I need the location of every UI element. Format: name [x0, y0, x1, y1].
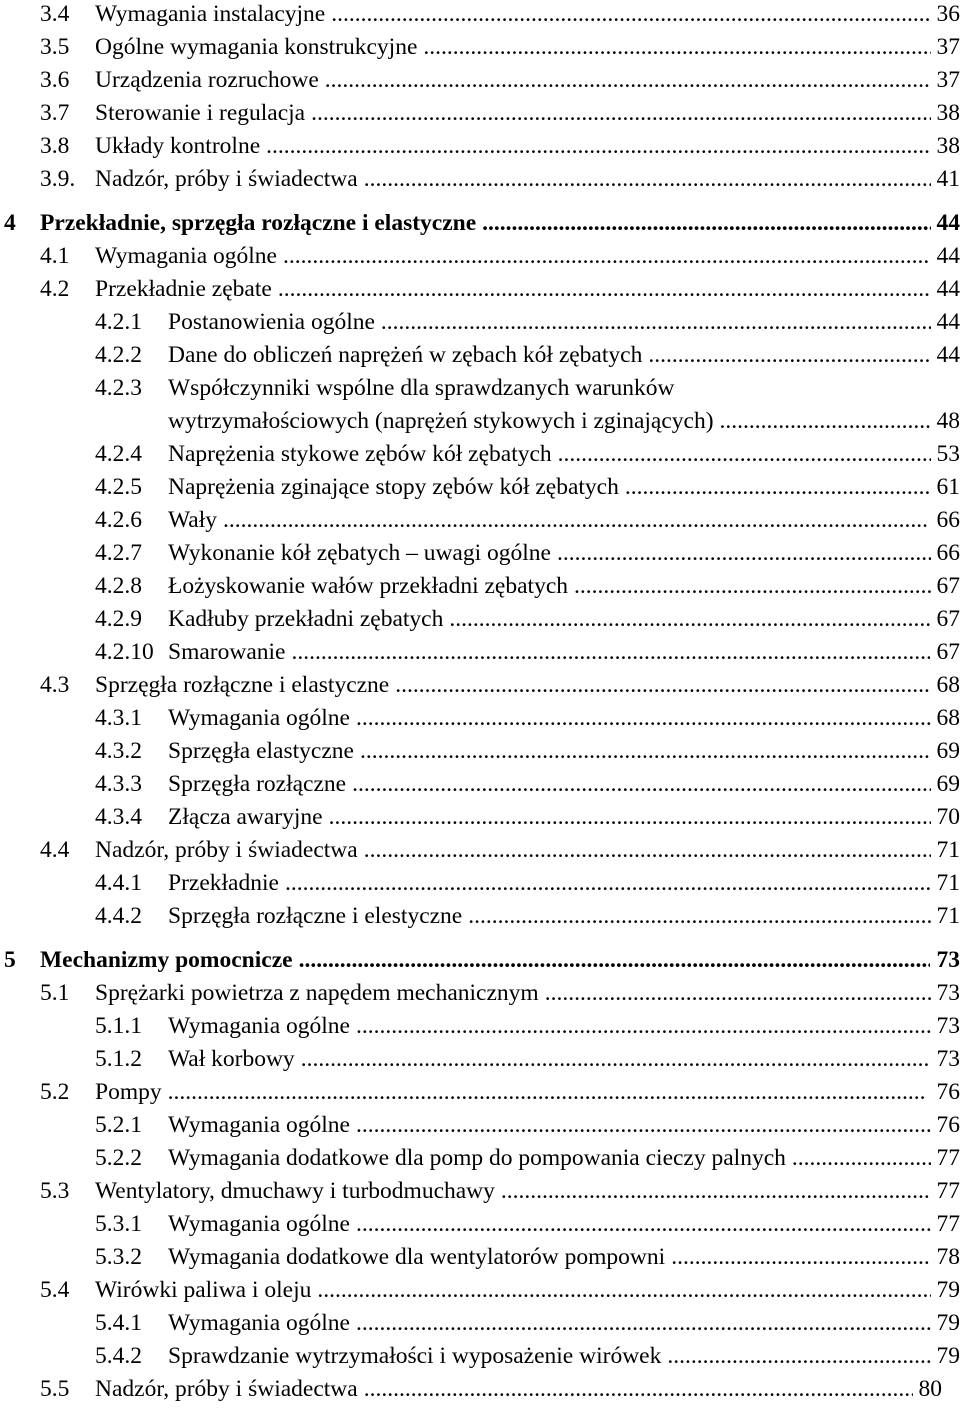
dot-leader: [301, 1046, 931, 1073]
dot-leader: [285, 870, 930, 897]
toc-entry-title: Wymagania dodatkowe dla pomp do pompowania cieczy palnych: [168, 1145, 786, 1172]
dot-leader: [625, 474, 931, 501]
toc-entry-title: Sprzęgła rozłączne i elestyczne: [168, 903, 462, 930]
dot-leader: [299, 947, 931, 974]
dot-leader: [364, 166, 931, 193]
toc-entry[interactable]: [0, 672, 960, 705]
dot-leader: [395, 672, 930, 699]
toc-entry-page: 73: [937, 980, 960, 1007]
dot-leader: [329, 804, 931, 831]
toc-entry-title: Naprężenia zginające stopy zębów kół zębatych: [168, 474, 619, 501]
toc-entry-page: 70: [937, 804, 960, 831]
toc-entry-page: 38: [935, 133, 960, 160]
toc-entry-page: 67: [937, 573, 960, 600]
toc-entry-number: 4.2.5: [95, 474, 142, 501]
toc-entry-title: Smarowanie: [168, 639, 285, 666]
toc-entry[interactable]: [0, 375, 960, 408]
toc-entry-title: Sprzęgła rozłączne i elastyczne: [95, 672, 389, 699]
dot-leader: [792, 1145, 931, 1172]
toc-entry-page: 79: [937, 1343, 960, 1370]
toc-entry[interactable]: [0, 100, 960, 133]
toc-entry-page: 44: [937, 309, 960, 336]
toc-entry[interactable]: [0, 276, 960, 309]
toc-entry-number: 3.7: [40, 100, 69, 127]
toc-entry[interactable]: [0, 1112, 960, 1145]
toc-entry-number: 4.2.3: [95, 375, 142, 402]
toc-entry-number: 5.1.1: [95, 1013, 142, 1040]
toc-entry[interactable]: [0, 210, 960, 243]
toc-entry-title: Sprawdzanie wytrzymałości i wyposażenie wirówek: [168, 1343, 661, 1370]
dot-leader: [671, 1244, 930, 1271]
toc-entry[interactable]: [0, 837, 960, 870]
toc-entry[interactable]: [0, 606, 960, 639]
toc-entry-page: 80: [919, 1376, 943, 1403]
toc-entry-title: Nadzór, próby i świadectwa: [95, 1376, 358, 1403]
toc-entry[interactable]: [0, 540, 960, 573]
toc-entry[interactable]: [0, 573, 960, 606]
toc-entry[interactable]: [0, 705, 960, 738]
toc-entry[interactable]: [0, 980, 960, 1013]
toc-entry-page: 73: [936, 947, 960, 974]
toc-entry-page: 48: [937, 408, 960, 435]
toc-entry-page: 71: [936, 870, 960, 897]
toc-entry-number: 5: [4, 947, 16, 974]
toc-entry[interactable]: [0, 243, 960, 276]
toc-entry[interactable]: [0, 1343, 960, 1376]
toc-entry-title: Wymagania dodatkowe dla wentylatorów pompowni: [168, 1244, 665, 1271]
toc-entry-page: 41: [937, 166, 960, 193]
toc-entry-number: 3.4: [40, 1, 69, 28]
dot-leader: [364, 837, 931, 864]
toc-entry[interactable]: [0, 441, 960, 474]
dot-leader: [356, 1112, 931, 1139]
toc-entry-page: 68: [937, 705, 960, 732]
toc-entry-title: Współczynniki wspólne dla sprawdzanych warunków: [168, 375, 674, 402]
dot-leader: [223, 507, 928, 534]
toc-entry[interactable]: [0, 474, 960, 507]
toc-entry-title: Sterowanie i regulacja: [95, 100, 305, 127]
toc-entry-number: 4.3: [40, 672, 69, 699]
toc-entry[interactable]: [0, 1079, 960, 1112]
toc-entry[interactable]: [0, 1046, 960, 1079]
toc-entry-page: 44: [937, 210, 960, 237]
toc-entry-title: Sprzęgła elastyczne: [168, 738, 354, 765]
toc-entry-page: 73: [937, 1046, 960, 1073]
toc-entry-title: Przekładnie zębate: [95, 276, 272, 303]
toc-entry-number: 5.2.2: [95, 1145, 142, 1172]
dot-leader: [168, 1079, 926, 1106]
toc-entry-title: Naprężenia stykowe zębów kół zębatych: [168, 441, 552, 468]
toc-entry-page: 44: [936, 276, 960, 303]
toc-entry[interactable]: [0, 309, 960, 342]
toc-entry-title: Nadzór, próby i świadectwa: [95, 837, 358, 864]
toc-entry-number: 5.3.2: [95, 1244, 142, 1271]
toc-entry-number: 4.1: [40, 243, 69, 270]
toc-entry-page: 76: [937, 1112, 960, 1139]
toc-entry-title: Wirówki paliwa i oleju: [95, 1277, 311, 1304]
toc-entry-page: 36: [937, 1, 960, 28]
dot-leader: [325, 67, 931, 94]
toc-entry[interactable]: [0, 1376, 960, 1409]
toc-entry[interactable]: [0, 1244, 960, 1277]
toc-entry-number: 4.2.6: [95, 507, 142, 534]
toc-entry-title: Wymagania instalacyjne: [95, 1, 325, 28]
toc-entry-title: Urządzenia rozruchowe: [95, 67, 319, 94]
toc-entry-number: 3.8: [40, 133, 69, 160]
dot-leader: [558, 441, 931, 468]
toc-entry[interactable]: [0, 1, 960, 34]
dot-leader: [501, 1178, 931, 1205]
dot-leader: [720, 408, 931, 435]
toc-entry-title: Wymagania ogólne: [168, 705, 350, 732]
toc-entry-title: Dane do obliczeń naprężeń w zębach kół zębatych: [168, 342, 642, 369]
toc-entry-number: 4.2: [40, 276, 69, 303]
toc-entry-page: 37: [937, 67, 960, 94]
toc-entry[interactable]: [0, 507, 960, 540]
dot-leader: [278, 276, 930, 303]
dot-leader: [291, 639, 930, 666]
toc-entry-title: Złącza awaryjne: [168, 804, 323, 831]
toc-entry-title: Nadzór, próby i świadectwa: [95, 166, 358, 193]
toc-entry-title: Postanowienia ogólne: [168, 309, 375, 336]
toc-entry-page: 69: [937, 738, 960, 765]
toc-entry-title: Układy kontrolne: [95, 133, 260, 160]
toc-entry[interactable]: [0, 342, 960, 375]
toc-entry-number: 5.4: [40, 1277, 69, 1304]
toc-entry[interactable]: [0, 870, 960, 903]
toc-entry[interactable]: [0, 639, 960, 672]
dot-leader: [317, 1277, 930, 1304]
dot-leader: [352, 771, 930, 798]
toc-entry-page: 68: [937, 672, 960, 699]
toc-entry-title: Wentylatory, dmuchawy i turbodmuchawy: [95, 1178, 495, 1205]
toc-entry-page: 73: [937, 1013, 960, 1040]
dot-leader: [381, 309, 931, 336]
dot-leader: [331, 1, 930, 28]
toc-entry[interactable]: [0, 166, 960, 199]
toc-entry-page: 79: [937, 1277, 960, 1304]
dot-leader: [356, 705, 931, 732]
toc-entry-page: 44: [937, 342, 960, 369]
toc-entry-page: 66: [937, 540, 960, 567]
toc-entry-number: 4.4.1: [95, 870, 142, 897]
dot-leader: [423, 34, 930, 61]
toc-entry-number: 5.4.2: [95, 1343, 142, 1370]
dot-leader: [311, 100, 930, 127]
toc-entry-number: 4.2.1: [95, 309, 142, 336]
dot-leader: [449, 606, 930, 633]
toc-entry[interactable]: [0, 903, 960, 936]
toc-entry[interactable]: [0, 133, 960, 166]
dot-leader: [283, 243, 930, 270]
toc-entry[interactable]: [0, 1310, 960, 1343]
toc-entry-title: Pompy: [95, 1079, 162, 1106]
toc-entry-title: Wymagania ogólne: [168, 1211, 350, 1238]
toc-entry-number: 5.3: [40, 1178, 69, 1205]
toc-entry[interactable]: [0, 1211, 960, 1244]
dot-leader: [574, 573, 931, 600]
toc-entry-number: 5.5: [40, 1376, 69, 1403]
toc-entry-title: Wymagania ogólne: [168, 1310, 350, 1337]
dot-leader: [356, 1013, 931, 1040]
dot-leader: [364, 1376, 913, 1403]
toc-entry-title: Wał korbowy: [168, 1046, 295, 1073]
toc-entry-page: 69: [937, 771, 960, 798]
toc-entry-page: 38: [937, 100, 960, 127]
toc-entry-number: 3.9.: [40, 166, 75, 193]
toc-entry-page: 61: [937, 474, 960, 501]
toc-entry-title: Sprzęgła rozłączne: [168, 771, 346, 798]
dot-leader: [360, 738, 931, 765]
toc-entry-number: 4.3.3: [95, 771, 142, 798]
toc-entry-title: Przekładnie: [168, 870, 279, 897]
toc-entry-page: 78: [937, 1244, 960, 1271]
toc-entry-page: 53: [937, 441, 960, 468]
toc-entry-title: Wymagania ogólne: [168, 1112, 350, 1139]
toc-entry-number: 4.4: [40, 837, 69, 864]
dot-leader: [545, 980, 931, 1007]
dot-leader: [557, 540, 931, 567]
toc-entry-number: 5.3.1: [95, 1211, 142, 1238]
toc-entry-title: Ogólne wymagania konstrukcyjne: [95, 34, 417, 61]
toc-entry-page: 77: [937, 1178, 960, 1205]
toc-entry-page: 77: [937, 1211, 960, 1238]
dot-leader: [266, 133, 929, 160]
toc-entry-number: 4.4.2: [95, 903, 142, 930]
toc-entry-title: Sprężarki powietrza z napędem mechanicznym: [95, 980, 539, 1007]
toc-entry-number: 4.3.2: [95, 738, 142, 765]
toc-entry-number: 4.3.1: [95, 705, 142, 732]
dot-leader: [482, 210, 930, 237]
toc-entry-page: 66: [934, 507, 960, 534]
toc-entry[interactable]: [0, 771, 960, 804]
dot-leader: [468, 903, 930, 930]
toc-entry-title: Przekładnie, sprzęgła rozłączne i elastyczne: [40, 210, 476, 237]
toc-entry[interactable]: [0, 34, 960, 67]
toc-entry-number: 4: [4, 210, 16, 237]
toc-entry-number: 5.1: [40, 980, 69, 1007]
toc-entry-page: 67: [937, 606, 960, 633]
toc-entry-number: 5.1.2: [95, 1046, 142, 1073]
toc-entry-page: 77: [937, 1145, 960, 1172]
toc-entry-number: 5.2.1: [95, 1112, 142, 1139]
dot-leader: [356, 1211, 931, 1238]
toc-entry-number: 4.2.2: [95, 342, 142, 369]
toc-entry-page: 79: [937, 1310, 960, 1337]
toc-entry-number: 4.2.8: [95, 573, 142, 600]
toc-entry-page: 37: [937, 34, 960, 61]
toc-entry-page: 44: [936, 243, 960, 270]
toc-entry-title: Łożyskowanie wałów przekładni zębatych: [168, 573, 568, 600]
dot-leader: [356, 1310, 931, 1337]
toc-entry-page: 71: [937, 837, 960, 864]
toc-entry-title: Mechanizmy pomocnicze: [40, 947, 293, 974]
toc-entry-number: 4.2.4: [95, 441, 142, 468]
toc-entry[interactable]: [0, 738, 960, 771]
toc-entry[interactable]: [0, 1178, 960, 1211]
toc-entry[interactable]: [0, 1013, 960, 1046]
toc-entry[interactable]: [0, 1277, 960, 1310]
toc-entry-title: Wymagania ogólne: [168, 1013, 350, 1040]
toc-entry[interactable]: [0, 804, 960, 837]
toc-entry[interactable]: [0, 1145, 960, 1178]
toc-entry-number: 4.2.9: [95, 606, 142, 633]
toc-entry[interactable]: [0, 67, 960, 100]
toc-entry-number: 4.3.4: [95, 804, 142, 831]
toc-entry-number: 3.5: [40, 34, 69, 61]
toc-entry-title: Wykonanie kół zębatych – uwagi ogólne: [168, 540, 551, 567]
toc-entry-title-continued: wytrzymałościowych (naprężeń stykowych i zginających): [168, 408, 714, 435]
toc-entry-number: 4.2.10: [95, 639, 154, 666]
toc-entry-page: 67: [936, 639, 960, 666]
toc-entry-page: 76: [932, 1079, 960, 1106]
toc-entry-continuation[interactable]: [0, 408, 960, 441]
toc-entry-number: 4.2.7: [95, 540, 142, 567]
toc-entry-number: 5.4.1: [95, 1310, 142, 1337]
toc-entry[interactable]: [0, 947, 960, 980]
dot-leader: [648, 342, 930, 369]
toc-entry-page: 71: [937, 903, 960, 930]
toc-entry-title: Wymagania ogólne: [95, 243, 277, 270]
toc-entry-title: Kadłuby przekładni zębatych: [168, 606, 443, 633]
toc-entry-number: 3.6: [40, 67, 69, 94]
toc-entry-number: 5.2: [40, 1079, 69, 1106]
toc-entry-title: Wały: [168, 507, 217, 534]
dot-leader: [667, 1343, 930, 1370]
